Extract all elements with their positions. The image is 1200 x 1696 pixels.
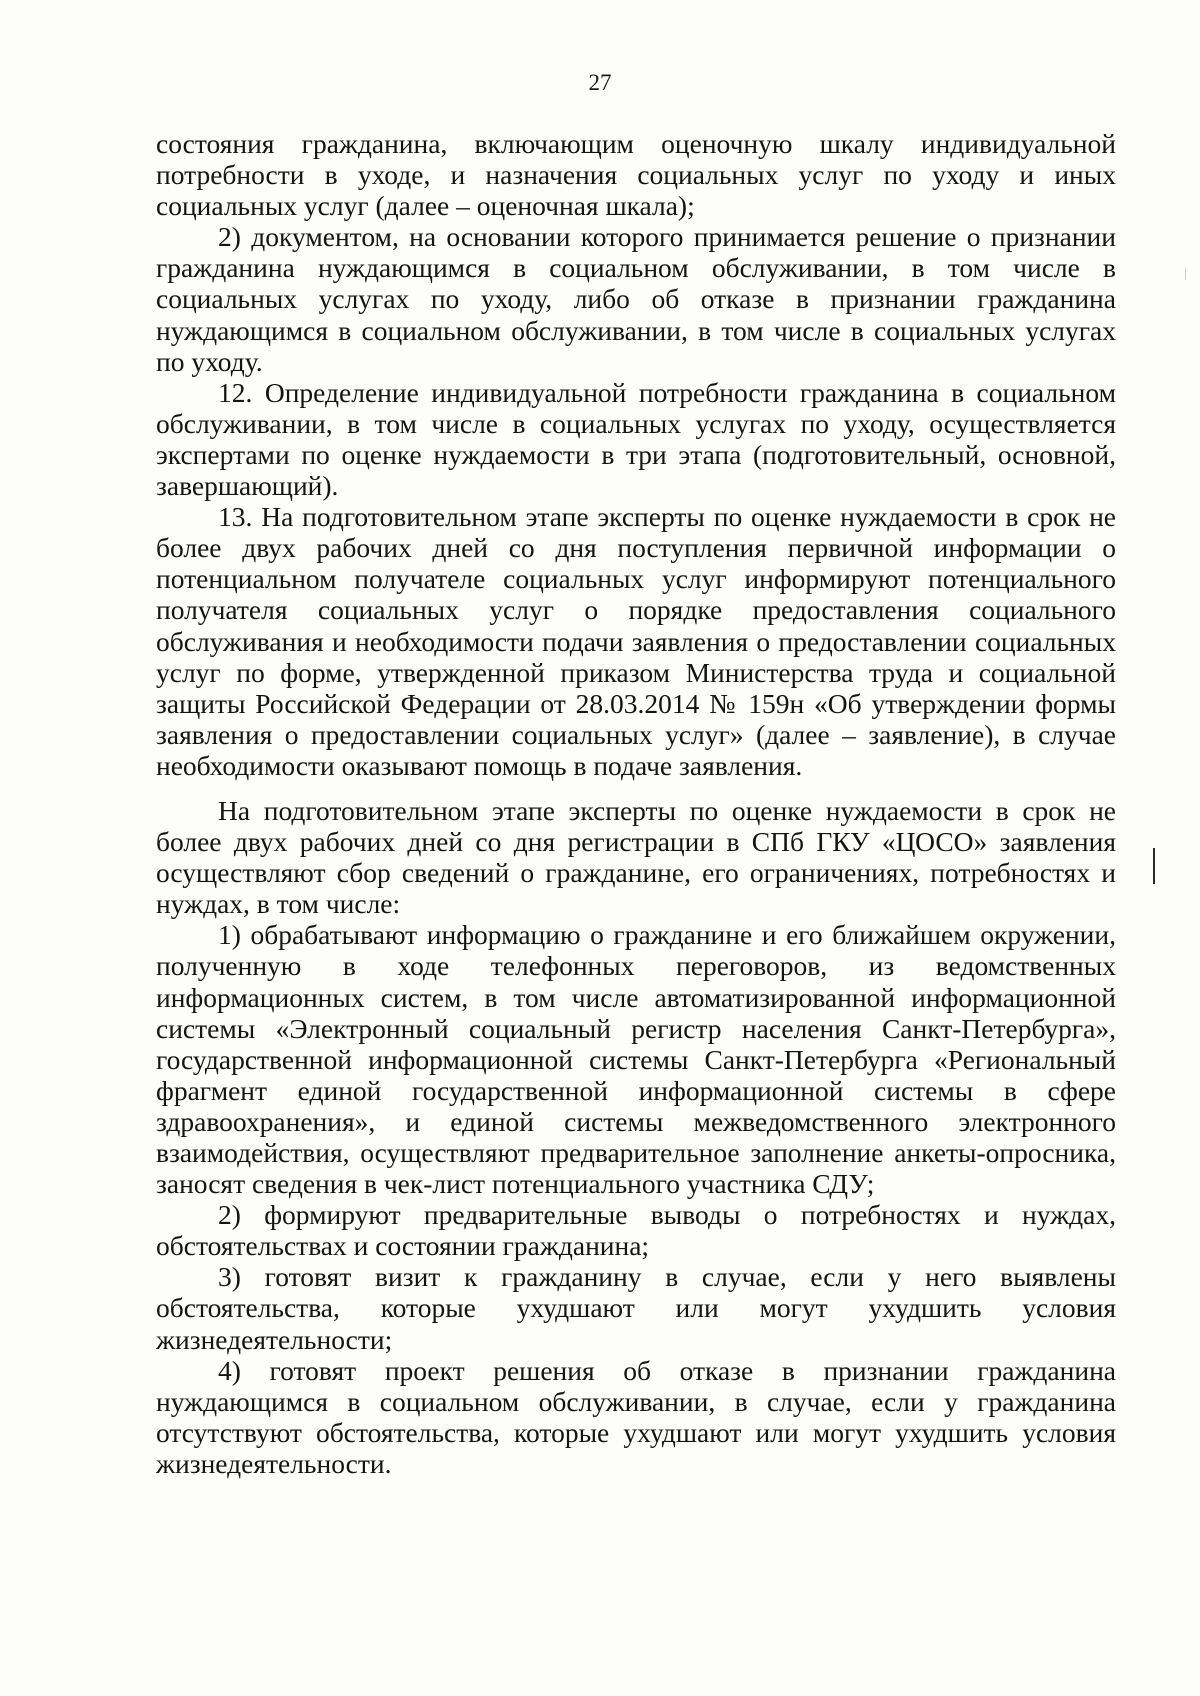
scan-margin-mark xyxy=(1153,848,1155,884)
paragraph-step-3: 3) готовят визит к гражданину в случае, если у него выявлены обстоятельства, которые ухудшают или могут ухудшить условия жизнедеятельности; xyxy=(156,1261,1116,1355)
paragraph-step-4: 4) готовят проект решения об отказе в признании гражданина нуждающимся в социальном обслуживании, в случае, если у гражданина отсутствуют обстоятельства, которые ухудшают или могут ухудшить условия жизнедеятельности. xyxy=(156,1354,1116,1479)
page-number: 27 xyxy=(588,70,612,95)
paragraph-preparatory-stage: На подготовительном этапе эксперты по оценке нуждаемости в срок не более двух рабочих дней со дня регистрации в СПб ГКУ «ЦОСО» заявления осуществляют сбор сведений о гражданине, его ограничениях, потребностях и нуждах, в том числе: xyxy=(156,794,1116,920)
paragraph-continuation: состояния гражданина, включающим оценочную шкалу индивидуальной потребности в уходе, и назначения социальных услуг по уходу и иных социальных услуг (далее – оценочная шкала); xyxy=(156,128,1116,222)
scan-artifact-dots xyxy=(1185,268,1186,280)
paragraph-step-2: 2) формируют предварительные выводы о потребностях и нуждах, обстоятельствах и состоянии гражданина; xyxy=(156,1199,1116,1262)
paragraph-clause-12: 12. Определение индивидуальной потребности гражданина в социальном обслуживании, в том числе в социальных услугах по уходу, осуществляется экспертами по оценке нуждаемости в три этапа (подготовительный, основной, завершающий). xyxy=(156,376,1116,502)
paragraph-clause-13: 13. На подготовительном этапе эксперты по оценке нуждаемости в срок не более двух рабочих дней со дня поступления первичной информации о потенциальном получателе социальных услуг информируют потенциального получателя социальных услуг о порядке предоставления социального обслуживания и необходимости подачи заявления о предоставлении социальных услуг по форме, утвержденной приказом Министерства труда и социальной защиты Российской Федерации от 28.03.2014 № 159н «Об утверждении формы заявления о предоставлении социальных услуг» (далее – заявление), в случае необходимости оказывают помощь в подаче заявления. xyxy=(156,501,1116,781)
document-body xyxy=(156,128,1116,1479)
paragraph-item-2: 2) документом, на основании которого принимается решение о признании гражданина нуждающимся в социальном обслуживании, в том числе в социальных услугах по уходу, либо об отказе в признании гражданина нуждающимся в социальном обслуживании, в том числе в социальных услугах по уходу. xyxy=(156,221,1116,377)
paragraph-step-1: 1) обрабатывают информацию о гражданине и его ближайшем окружении, полученную в ходе телефонных переговоров, из ведомственных информационных систем, в том числе автоматизированной информационной системы «Электронный социальный регистр населения Санкт-Петербурга», государственной информационной системы Санкт-Петербурга «Региональный фрагмент единой государственной информационной системы в сфере здравоохранения», и единой системы межведомственного электронного взаимодействия, осуществляют предварительное заполнение анкеты-опросника, заносят сведения в чек-лист потенциального участника СДУ; xyxy=(156,919,1116,1200)
